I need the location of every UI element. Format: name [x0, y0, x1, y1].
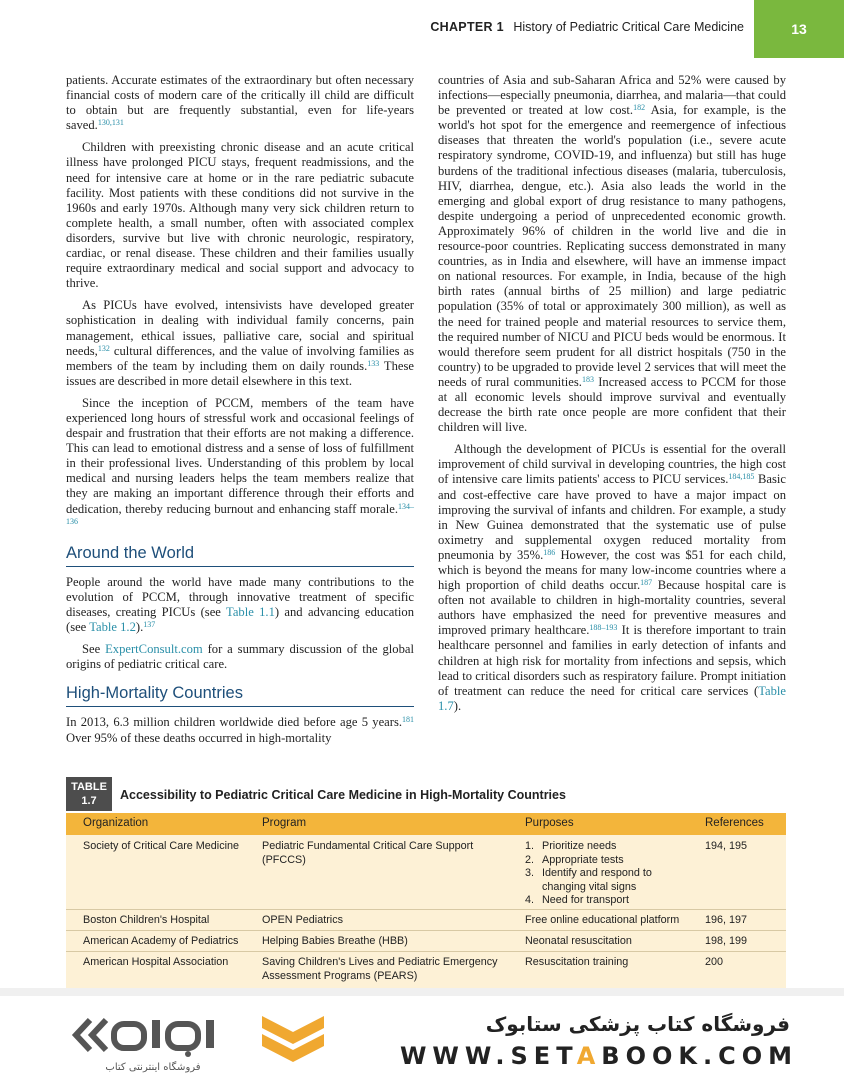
- setabook-logo-icon: فروشگاه اینترنتی کتاب: [68, 1010, 238, 1070]
- running-header: [0, 0, 844, 58]
- paragraph: People around the world have made many contributions to the evolution of PCCM, through innovative treatment of specific diseases, creating PICUs (see Table 1.1) and advancing education (see Table 1.2).$^{137}$: [66, 574, 414, 635]
- table-link[interactable]: Table 1.2: [89, 620, 136, 635]
- paragraph: Children with preexisting chronic disease and an acute critical illness have prolonged PICU stays, frequent readmissions, and the need for intensive care at home or in the rare pediatric subacute facility. Most patients with these conditions did not survive in the 1960s and early 1970s. Although many very sick children return to complete health, a small number, often with associated complex disorders, survive but live with chronic neurologic, respiratory, cardiac, or renal disease. These children and their families usually require extraordinary medical and social support and advocacy to thrive.: [66, 140, 414, 291]
- section-heading-around-the-world: Around the World: [66, 546, 414, 567]
- reference[interactable]: 130,131: [97, 118, 124, 128]
- paragraph: Although the development of PICUs is essential for the overall improvement of child survival in developing countries, the high cost of intensive care limits patients' access to PICU services.$^{184,185}$ Basic and cost-effective care have proved to have a major impact on improving the survival of infants and children. For example, a study in New Guinea demonstrated that the systematic use of pulse oximetry and supplemental oxygen reduced mortality from pneumonia by 35%.$^{186}$ However, the cost was $51 for each child, which is beyond the means for many low-income countries where a high proportion of child deaths occur.$^{187}$ Because hospital care is often not available to children in high-mortality countries, several authors have emphasized the need for preventive measures and improved primary healthcare.$^{188-193}$ It is therefore important to train healthcare personnel and families in early detection of infants and children at high risk for mortality from infections and sepsis, which lead to critical disorders such as respiratory failure. Prompt initiation of treatment can reduce the need for critical care services (Table 1.7).: [438, 442, 787, 713]
- shop-name: فروشگاه کتاب پزشکی ستابوک: [485, 1012, 790, 1036]
- shop-url[interactable]: WWW.SETABOOK.COM: [399, 1042, 798, 1070]
- paragraph: countries of Asia and sub-Saharan Africa and 52% were caused by infections—especially pneumonia, diarrhea, and malaria—that could be prevented or treated at low cost.$^{182}$ Asia, for example, is the world's hot spot for the emergence and reemergence of infectious diseases that threaten the world's population (i.e., severe acute respiratory syndrome, COVID-19, and influenza) but still has huge burdens of the traditional infectious diseases (malaria, tuberculosis, HIV, diarrhea, dengue, etc.). Asia also leads the world in the emerging and global export of drug resistance to many pathogens, despite undergoing a period of unprecedented economic growth. Approximately 96% of children in the world live and die in resource-poor countries. Replicating success demonstrated in many countries, as in India and elsewhere, will have an immense impact on national resources. For example, in India, because of the high birth rates (annual births of 25 million) and large pediatric population (35% of total or approximately 300 million), as well as the need for trained people and material resources to service them, the required number of NICU and PICU beds would be enormous. It would therefore seem prudent for all district hospitals (750 in the country) to be upgraded to provide level 2 services that will meet the needs of rural communities.$^{183}$ Increased access to PCCM for those at all economic levels should improve survival and eventually decrease the birth rate once people are more confident that their children will live.: [438, 73, 787, 435]
- reference[interactable]: 187: [640, 578, 653, 588]
- table-link[interactable]: Table 1.1: [226, 605, 275, 619]
- chapter-label: CHAPTER 1: [430, 20, 504, 34]
- expertconsult-link[interactable]: ExpertConsult.com: [105, 642, 203, 657]
- column-header: Program: [262, 817, 307, 829]
- column-header: References: [705, 817, 764, 829]
- table-link[interactable]: Table 1.7: [438, 683, 786, 713]
- table-row: Society of Critical Care Medicine Pediatric Fundamental Critical Care Support (PFCCS) 1. Prioritize needs 2. Appropriate tests 3. Identify and respond to changing vital signs 4. Need for transport 194, 195: [66, 835, 786, 910]
- section-heading-high-mortality: High-Mortality Countries: [66, 686, 414, 707]
- right-column: [438, 73, 786, 714]
- column-header: Purposes: [525, 817, 574, 829]
- list-item: 2. Appropriate tests: [525, 853, 624, 866]
- table-badge: TABLE 1.7: [66, 777, 112, 811]
- list-item: 1. Prioritize needs: [525, 840, 617, 852]
- purposes-list: [525, 840, 695, 908]
- left-column: [66, 73, 414, 746]
- reference[interactable]: 186: [543, 547, 556, 557]
- reference[interactable]: 184,185: [728, 472, 755, 482]
- paragraph: In 2013, 6.3 million children worldwide died before age 5 years.$^{181}$ Over 95% of these deaths occurred in high-mortality: [66, 715, 414, 745]
- reference[interactable]: 134–136: [66, 501, 414, 526]
- table-header-row: [66, 813, 786, 835]
- table-body: [66, 835, 786, 995]
- list-item: 3. Identify and respond to changing vital signs: [525, 867, 652, 893]
- divider: [0, 988, 844, 996]
- column-header: Organization: [83, 817, 149, 829]
- header-text: [430, 20, 744, 34]
- reference[interactable]: 181: [402, 715, 414, 725]
- page-number: 13: [754, 0, 844, 58]
- reference[interactable]: 188–193: [589, 623, 618, 633]
- reference[interactable]: 182: [633, 103, 646, 113]
- table-row: American Academy of Pediatrics Helping Babies Breathe (HBB) Neonatal resuscitation 198, 199: [66, 931, 786, 952]
- paragraph: As PICUs have evolved, intensivists have developed greater sophistication in dealing with individual family concerns, pain management, ethical issues, palliative care, social and spiritual needs,$^{132}$ cultural differences, and the value of involving families as members of the team by including them on daily rounds.$^{133}$ These issues are described in more detail elsewhere in this text.: [66, 298, 415, 388]
- footer-banner: [0, 996, 844, 1080]
- list-item: 4. Need for transport: [525, 894, 630, 906]
- chapter-title: History of Pediatric Critical Care Medicine: [513, 20, 744, 34]
- chevron-stack-icon: [256, 1012, 330, 1070]
- paragraph: See ExpertConsult.com for a summary discussion of the global origins of pediatric critical care.: [66, 642, 414, 672]
- reference[interactable]: 137: [143, 620, 156, 630]
- paragraph: Since the inception of PCCM, members of the team have experienced long hours of stressful work and occasional feelings of despair and frustration that their efforts are not making a difference. This can lead to emotional distress and a sense of loss of fulfillment in their professional lives. Understanding of this problem by local medical and nursing leaders helps the team members realize that they are making an important difference through their efforts and dedication, thereby reducing burnout and enhancing staff morale.$^{134-136}$: [66, 395, 414, 526]
- reference[interactable]: 133: [367, 358, 380, 368]
- reference[interactable]: 132: [97, 343, 110, 353]
- table-title: Accessibility to Pediatric Critical Care Medicine in High-Mortality Countries: [120, 788, 566, 802]
- reference[interactable]: 183: [581, 374, 594, 384]
- table-row: Boston Children's Hospital OPEN Pediatrics Free online educational platform 196, 197: [66, 910, 786, 931]
- table-row: American Hospital Association Saving Children's Lives and Pediatric Emergency Assessment Programs (PEARS) Resuscitation training 200: [66, 952, 786, 993]
- paragraph: patients. Accurate estimates of the extraordinary but often necessary financial costs of modern care of the critically ill child are difficult to obtain but are frequently substantial, even for life-years saved.$^{130,131}$: [66, 73, 414, 133]
